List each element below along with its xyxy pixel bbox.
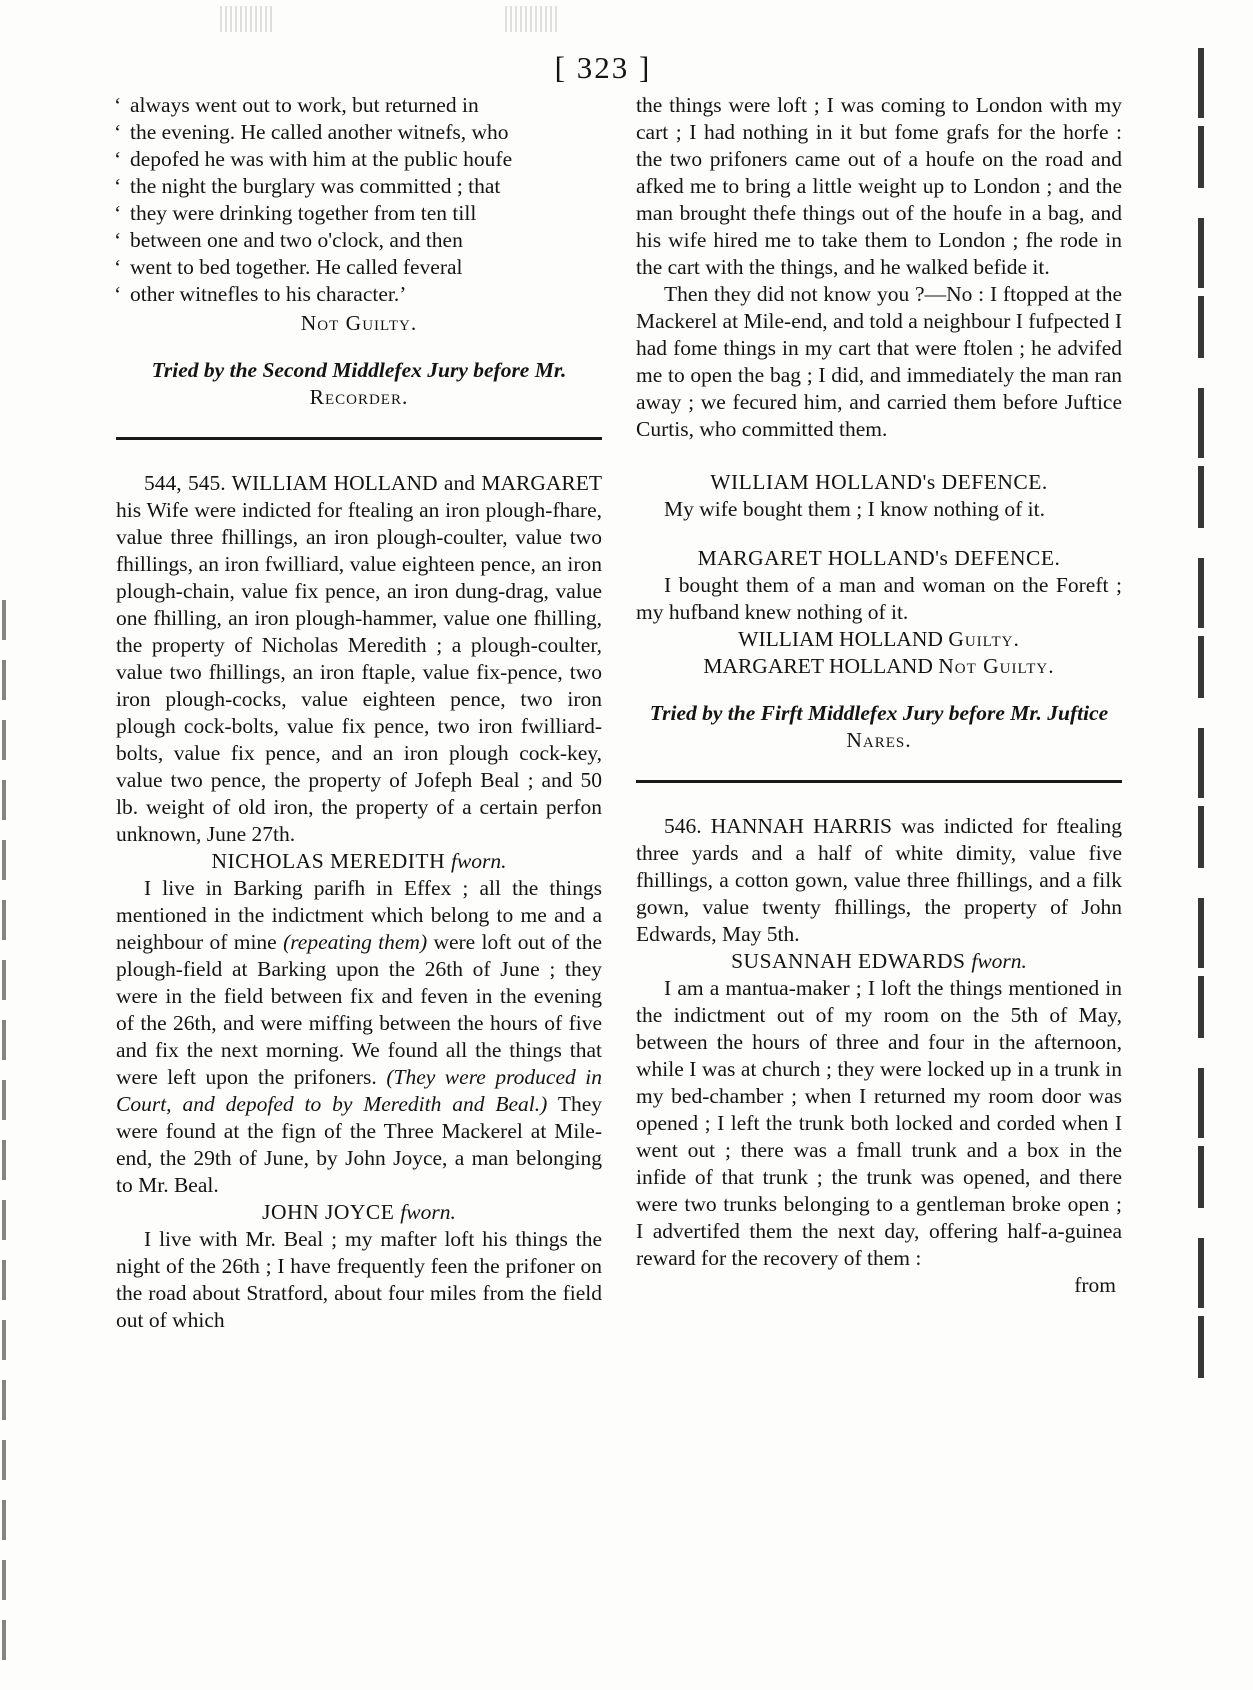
judge-name: Nares. bbox=[846, 728, 912, 752]
question-answer-paragraph: Then they did not know you ?—No : I ftopped at the Mackerel at Mile-end, and told a neighbour I fufpected I had fome things in my cart that were ftolen ; he advifed me to open the bag ; I did, and immediately the man ran away ; we fecured him, and carried them before Juftice Curtis, who committed them. bbox=[636, 282, 1122, 441]
witness-name: NICHOLAS MEREDITH bbox=[211, 849, 446, 873]
defendant-name: WILLIAM HOLLAND bbox=[738, 627, 943, 651]
tried-by-line bbox=[116, 357, 602, 411]
verdict: Not Guilty. bbox=[300, 311, 418, 335]
quote-line: ‘ they were drinking together from ten till bbox=[116, 200, 602, 227]
witness-heading bbox=[116, 848, 602, 875]
defence-heading: MARGARET HOLLAND's DEFENCE. bbox=[697, 546, 1061, 570]
testimony-aside: (They were produced in Court, and depofed to by Meredith and Beal.) bbox=[116, 1065, 602, 1116]
witness-name: SUSANNAH EDWARDS bbox=[731, 949, 966, 973]
right-column bbox=[636, 92, 1122, 1299]
scan-edge-left bbox=[2, 600, 6, 1670]
judge-name: Recorder. bbox=[309, 385, 409, 409]
verdict: Not Guilty. bbox=[938, 654, 1055, 678]
left-column bbox=[116, 92, 602, 1334]
quote-line: ‘ other witnefles to his character.’ bbox=[116, 281, 602, 308]
witness-name: JOHN JOYCE bbox=[262, 1200, 395, 1224]
verdict-line bbox=[636, 653, 1122, 680]
testimony-text: were loft out of the plough-field at Barking upon the 26th of June ; they were in the field between fix and feven in the evening of the 26th, and were miffing between the hours of five and fix the next morning. We found all the things that were left upon the prifoners. bbox=[116, 930, 603, 1089]
quote-line: ‘ the night the burglary was committed ; that bbox=[116, 173, 602, 200]
defence-text: My wife bought them ; I know nothing of it. bbox=[664, 497, 1045, 521]
catchword: from bbox=[1074, 1273, 1116, 1297]
quote-line: ‘ between one and two o'clock, and then bbox=[116, 227, 602, 254]
case-paragraph: 544, 545. WILLIAM HOLLAND and MARGARET his Wife were indicted for ftealing an iron plough-fhare, value three fhillings, an iron plough-coulter, value two fhillings, an iron fwilliard, value eighteen pence, an iron plough-chain, value fix pence, an iron dung-drag, value one fhilling, an iron plough-hammer, value one fhilling, the property of Nicholas Meredith ; a plough-coulter, value two fhillings, an iron ftaple, value fix-pence, two iron plough-cocks, value eighteen pence, two iron plough cock-bolts, value fix pence, two iron fwilliard-bolts, value fix pence, and an iron plough cock-key, value two pence, the property of Jofeph Beal ; and 50 lb. weight of old iron, the property of a certain perfon unknown, June 27th. bbox=[116, 471, 602, 846]
testimony-paragraph: I am a mantua-maker ; I loft the things mentioned in the indictment out of my room on the 5th of May, between the hours of three and four in the afternoon, while I was at church ; they were locked up in a trunk in my bed-chamber ; when I returned my room door was opened ; I left the trunk both locked and corded when I went out ; there was a fmall trunk and a box in the infide of that trunk ; the trunk was opened, and there were two trunks belonging to a gentleman broke open ; I advertifed them the next day, offering half-a-guinea reward for the recovery of them : bbox=[636, 976, 1122, 1270]
section-rule bbox=[636, 780, 1122, 783]
defendant-name: MARGARET HOLLAND bbox=[703, 654, 933, 678]
testimony-text: I live in Barking parifh in Effex ; all the things mentioned in the indictment which belong to me and a neighbour of mine bbox=[116, 876, 602, 954]
sworn-label: fworn. bbox=[450, 849, 507, 873]
witness-heading bbox=[636, 948, 1122, 975]
testimony-continuation: the things were loft ; I was coming to London with my cart ; I had nothing in it but fome grafs for the horfe : the two prifoners came out of a houfe on the road and afked me to bring a little weight up to London ; and the man brought thefe things out of the houfe in a bag, and his wife hired me to take them to London ; fhe rode in the cart with the things, and he walked befide it. bbox=[636, 93, 1122, 279]
tried-by-text: Tried by the Second Middlefex Jury before Mr. bbox=[151, 358, 567, 382]
testimony-text: They were found at the fign of the Three Mackerel at Mile-end, the 29th of June, by John Joyce, a man belonging to Mr. Beal. bbox=[116, 1092, 602, 1197]
quote-line: ‘ always went out to work, but returned in bbox=[116, 92, 602, 119]
testimony-aside: (repeating them) bbox=[283, 930, 428, 954]
case-paragraph: 546. HANNAH HARRIS was indicted for ftealing three yards and a half of white dimity, value five fhillings, a cotton gown, value three fhillings, and a filk gown, value twenty fhillings, the property of John Edwards, May 5th. bbox=[636, 814, 1122, 946]
quote-line: ‘ depofed he was with him at the public houfe bbox=[116, 146, 602, 173]
defence-heading: WILLIAM HOLLAND's DEFENCE. bbox=[710, 470, 1048, 494]
quote-line: ‘ the evening. He called another witnefs, who bbox=[116, 119, 602, 146]
quote-block bbox=[116, 92, 602, 308]
verdict: Guilty. bbox=[948, 627, 1020, 651]
quote-line: ‘ went to bed together. He called feveral bbox=[116, 254, 602, 281]
verdict-line bbox=[636, 626, 1122, 653]
scan-speckle bbox=[505, 6, 559, 32]
sworn-label: fworn. bbox=[400, 1200, 456, 1224]
scan-speckle bbox=[220, 6, 274, 32]
tried-by-line bbox=[636, 700, 1122, 754]
tried-by-text: Tried by the Firft Middlefex Jury before Mr. Juftice bbox=[649, 701, 1109, 725]
sworn-label: fworn. bbox=[971, 949, 1027, 973]
defence-text: I bought them of a man and woman on the Foreft ; my hufband knew nothing of it. bbox=[636, 573, 1122, 624]
page-number: [ 323 ] bbox=[554, 50, 652, 85]
witness-heading bbox=[116, 1199, 602, 1226]
testimony-paragraph: I live with Mr. Beal ; my mafter loft his things the night of the 26th ; I have frequently feen the prifoner on the road about Stratford, about four miles from the field out of which bbox=[116, 1227, 602, 1332]
testimony-paragraph bbox=[116, 875, 602, 1199]
scan-edge-right bbox=[1198, 48, 1204, 1378]
section-rule bbox=[116, 437, 602, 440]
